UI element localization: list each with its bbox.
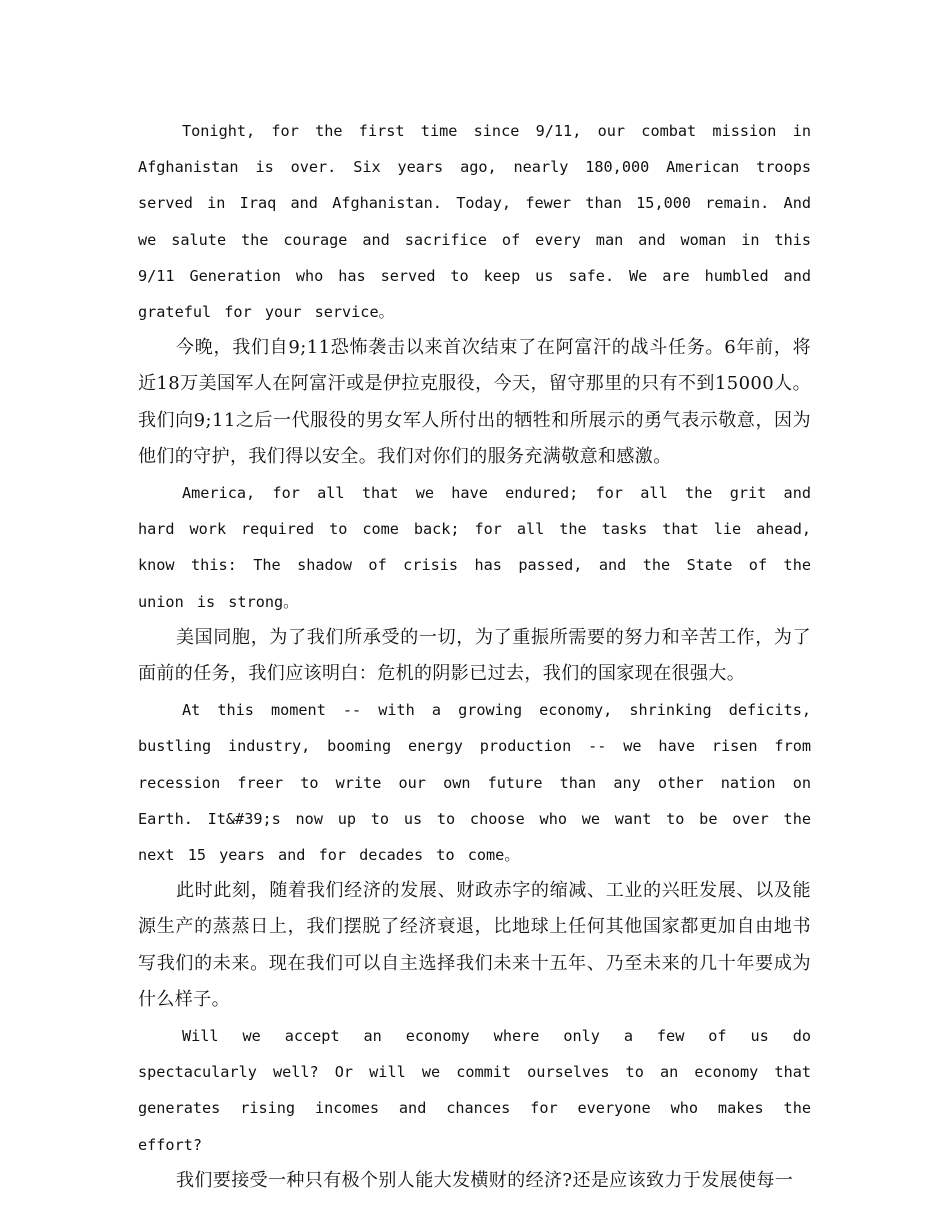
paragraph-zh-4: 我们要接受一种只有极个别人能大发横财的经济?还是应该致力于发展使每一 [176, 1169, 794, 1191]
paragraph-en-3: At this moment -- with a growing economy, shrinking deficits, bustling industry, booming energy production -- we have risen from recession freer to write our own future than any other nation on Earth. It&#39;s now up to us to choose who we want to be over the next 15 years and for decades to come。 [138, 701, 811, 865]
document-body [138, 113, 811, 1199]
paragraph-zh-2: 美国同胞，为了我们所承受的一切，为了重振所需要的努力和辛苦工作，为了面前的任务，我们应该明白：危机的阴影已过去，我们的国家现在很强大。 [138, 626, 811, 685]
paragraph-en-4: Will we accept an economy where only a few of us do spectacularly well? Or will we commit ourselves to an economy that generates rising incomes and chances for everyone who makes the effort? [138, 1027, 811, 1154]
paragraph-en-2: America, for all that we have endured; for all the grit and hard work required to come back; for all the tasks that lie ahead, know this: The shadow of crisis has passed, and the State of the union is strong。 [138, 484, 811, 611]
paragraph-zh-1: 今晚，我们自9;11恐怖袭击以来首次结束了在阿富汗的战斗任务。6年前，将近18万美国军人在阿富汗或是伊拉克服役，今天，留守那里的只有不到15000人。我们向9;11之后一代服役的男女军人所付出的牺牲和所展示的勇气表示敬意，因为他们的守护，我们得以安全。我们对你们的服务充满敬意和感激。 [138, 337, 811, 467]
paragraph-zh-3: 此时此刻，随着我们经济的发展、财政赤字的缩减、工业的兴旺发展、以及能源生产的蒸蒸日上，我们摆脱了经济衰退，比地球上任何其他国家都更加自由地书写我们的未来。现在我们可以自主选择我们未来十五年、乃至未来的几十年要成为什么样子。 [138, 880, 811, 1010]
paragraph-en-1: Tonight, for the first time since 9/11, our combat mission in Afghanistan is over. Six years ago, nearly 180,000 American troops served in Iraq and Afghanistan. Today, fewer than 15,000 remain. And we salute the courage and sacrifice of every man and woman in this 9/11 Generation who has served to keep us safe. We are humbled and grateful for your service。 [138, 122, 811, 322]
